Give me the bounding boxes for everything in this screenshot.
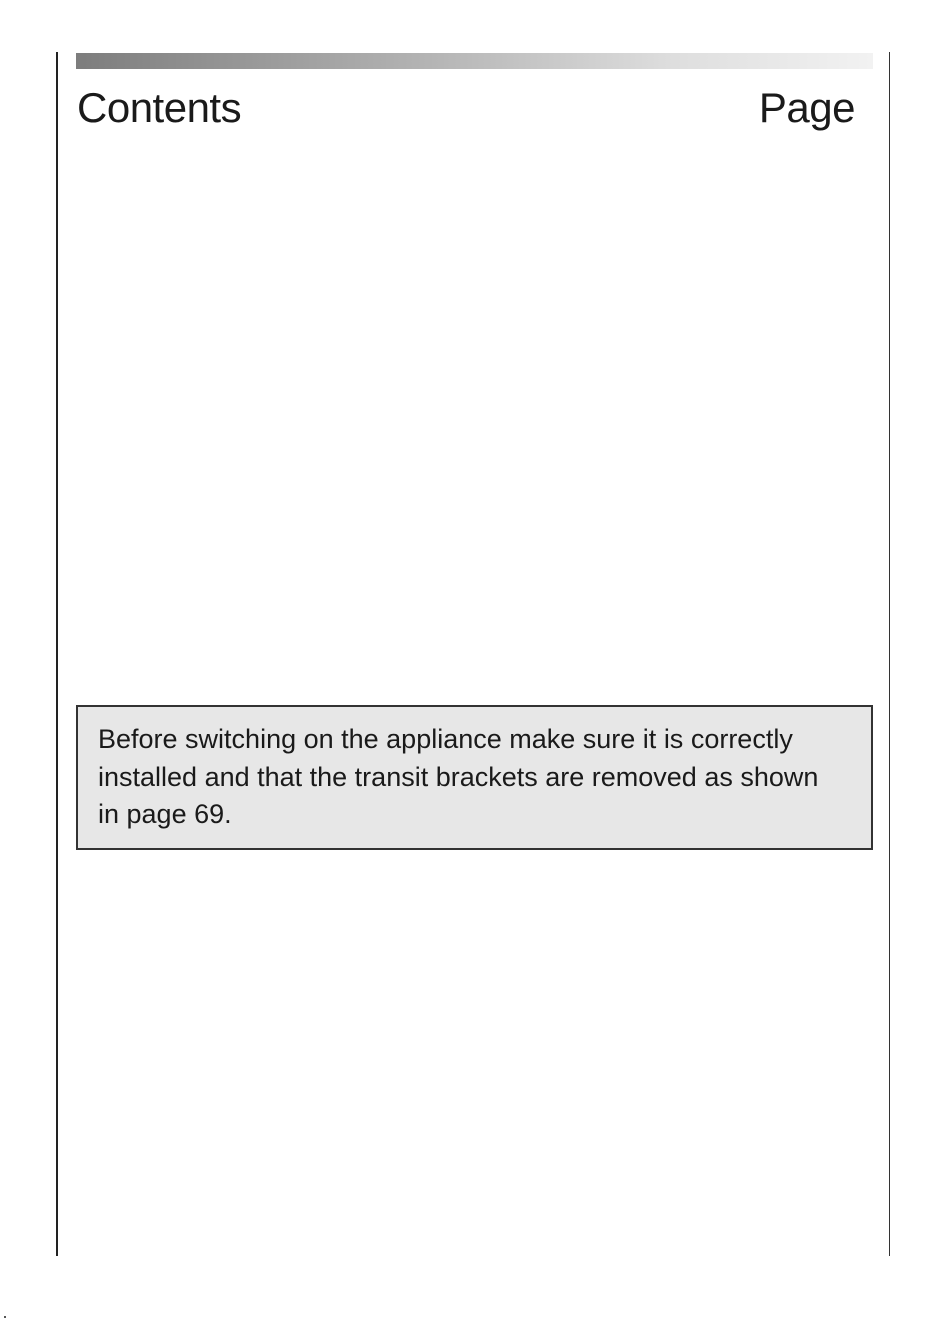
installation-notice-text: Before switching on the appliance make sure it is correctly installed and that the transit brackets are removed as shown in page 69. <box>98 724 819 829</box>
header-gradient-bar <box>76 53 873 69</box>
corner-mark <box>4 1316 6 1318</box>
right-margin-rule <box>889 52 890 1256</box>
page-column-heading: Page <box>758 84 855 131</box>
installation-notice-box <box>76 705 873 850</box>
contents-heading: Contents <box>77 84 242 131</box>
left-margin-rule <box>56 52 58 1256</box>
